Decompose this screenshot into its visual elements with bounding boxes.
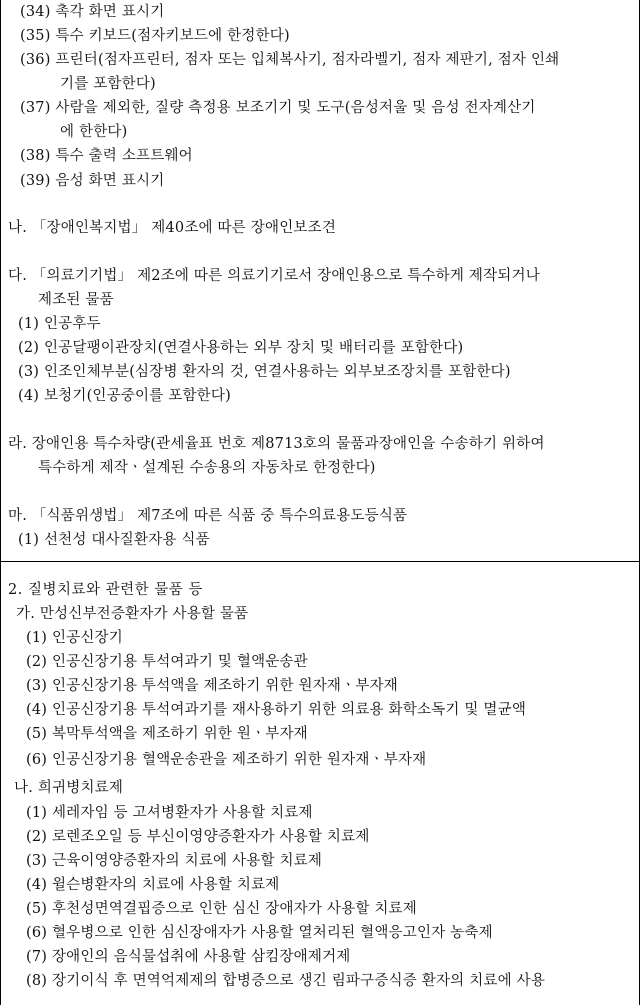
ga-item-3: (3) 인공신장기용 투석액을 제조하기 위한 원자재ㆍ부자재 — [26, 678, 398, 694]
na-item-2: (2) 로렌조오일 등 부신이영양증환자가 사용할 치료제 — [26, 829, 370, 845]
subsection-ga: 가. 만성신부전증환자가 사용할 물품 — [16, 606, 249, 622]
section-2-title: 2. 질병치료와 관련한 물품 등 — [8, 582, 203, 598]
na-item-4: (4) 윌슨병환자의 치료에 사용할 치료제 — [26, 877, 280, 893]
ga-item-5: (5) 복막투석액을 제조하기 위한 원ㆍ부자재 — [26, 726, 308, 742]
section-box-disease-treatment — [0, 562, 640, 1005]
subsection-da-line1: 다. 「의료기기법」 제2조에 따른 의료기기로서 장애인용으로 특수하게 제작되거나 — [8, 268, 540, 284]
na-item-7: (7) 장애인의 음식물섭취에 사용할 삼킴장애제거제 — [26, 949, 351, 965]
item-37-line1: (37) 사람을 제외한, 질량 측정용 보조기기 및 도구(음성저울 및 음성 전자계산기 — [20, 100, 536, 116]
na-item-1: (1) 세레자임 등 고셔병환자가 사용할 치료제 — [26, 805, 313, 821]
item-37-line2: 에 한한다) — [60, 124, 128, 140]
subsection-na: 나. 「장애인복지법」 제40조에 따른 장애인보조견 — [8, 220, 337, 236]
item-34: (34) 촉각 화면 표시기 — [20, 4, 165, 20]
subsection-da-line2: 제조된 물품 — [38, 292, 114, 308]
ga-item-1: (1) 인공신장기 — [26, 630, 123, 646]
subsection-ra-line2: 특수하게 제작ㆍ설계된 수송용의 자동차로 한정한다) — [38, 460, 376, 476]
subsection-ra-line1: 라. 장애인용 특수차량(관세율표 번호 제8713호의 물품과장애인을 수송하기 위하여 — [8, 436, 545, 452]
ga-item-6: (6) 인공신장기용 혈액운송관을 제조하기 위한 원자재ㆍ부자재 — [26, 752, 427, 768]
na-item-5: (5) 후천성면역결핍증으로 인한 심신 장애자가 사용할 치료제 — [26, 901, 417, 917]
na-item-3: (3) 근육이영양증환자의 치료에 사용할 치료제 — [26, 853, 323, 869]
da-item-4: (4) 보청기(인공중이를 포함한다) — [18, 388, 231, 404]
na-item-6: (6) 혈우병으로 인한 심신장애자가 사용할 열처리된 혈액응고인자 농축제 — [26, 925, 493, 941]
item-36-line1: (36) 프린터(점자프린터, 점자 또는 입체복사기, 점자라벨기, 점자 제판기, 점자 인쇄 — [20, 52, 560, 68]
ga-item-4: (4) 인공신장기용 투석여과기를 재사용하기 위한 의료용 화학소독기 및 멸균액 — [26, 702, 527, 718]
item-36-line2: 기를 포함한다) — [60, 76, 156, 92]
item-38: (38) 특수 출력 소프트웨어 — [20, 148, 193, 164]
ma-item-1: (1) 선천성 대사질환자용 식품 — [18, 532, 210, 548]
ga-item-2: (2) 인공신장기용 투석여과기 및 혈액운송관 — [26, 654, 308, 670]
item-39: (39) 음성 화면 표시기 — [20, 173, 165, 189]
da-item-1: (1) 인공후두 — [18, 316, 101, 332]
subsection-ma: 마. 「식품위생법」 제7조에 따른 식품 중 특수의료용도등식품 — [8, 508, 408, 524]
item-35: (35) 특수 키보드(점자키보드에 한정한다) — [20, 28, 290, 44]
da-item-2: (2) 인공달팽이관장치(연결사용하는 외부 장치 및 배터리를 포함한다) — [18, 340, 464, 356]
subsection-na-rare-disease: 나. 희귀병치료제 — [14, 780, 124, 796]
na-item-8: (8) 장기이식 후 면역억제제의 합병증으로 생긴 림파구증식증 환자의 치료에 사용 — [26, 973, 546, 989]
da-item-3: (3) 인조인체부분(심장병 환자의 것, 연결사용하는 외부보조장치를 포함한다) — [18, 364, 511, 380]
